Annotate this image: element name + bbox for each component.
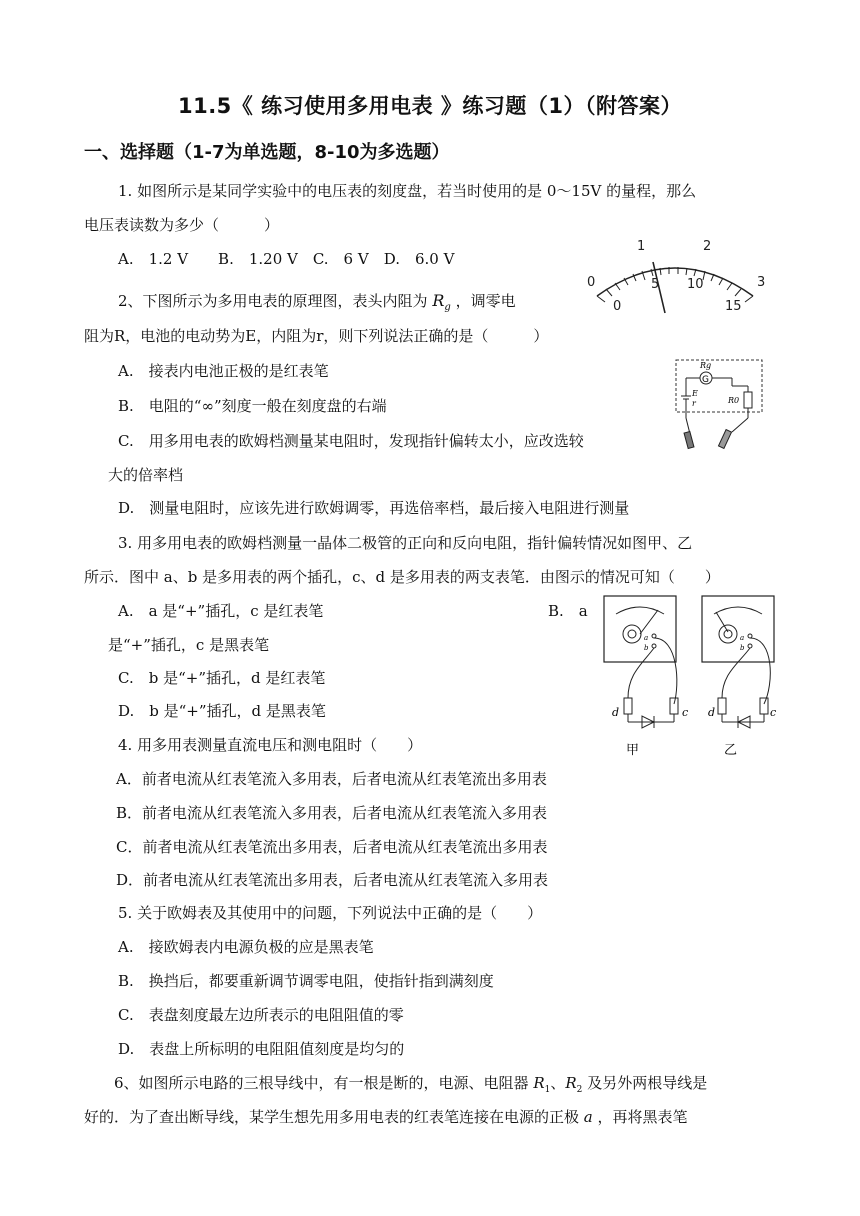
q3-option-a: A. a 是“+”插孔，c 是红表笔 [118,602,324,620]
figure-jia-label: 甲 [626,743,640,758]
scale-bottom-10: 10 [687,277,704,292]
q3-option-c: C. b 是“+”插孔，d 是红表笔 [118,669,326,687]
q4-stem: 4. 用多用表测量直流电压和测电阻时（ ） [118,736,423,754]
q3-stem-line1: 3. 用多用电表的欧姆档测量一晶体二极管的正向和反向电阻，指针偏转情况如图甲、乙 [118,534,693,552]
q6-separator: 、 [550,1074,566,1092]
ohmmeter-circuit-figure [672,356,768,456]
q2-stem-line2: 阻为R，电池的电动势为E，内阻为r，则下列说法正确的是（ ） [84,327,549,345]
scale-bottom-5: 5 [651,277,660,292]
q6-stem-part4: ，再将黑表笔 [597,1108,688,1126]
galvanometer-label: G [702,375,709,385]
diode-measurement-figure [598,594,784,760]
q4-option-a: A．前者电流从红表笔流入多用表，后者电流从红表笔流出多用表 [116,770,547,788]
right-lead-c: c [770,706,777,719]
q2-option-a: A. 接表内电池正极的是红表笔 [118,362,329,380]
r2-subscript: 2 [576,1085,583,1095]
rg-subscript: g [444,302,451,313]
r1-symbol: R [533,1074,545,1092]
q5-option-a: A. 接欧姆表内电源负极的应是黑表笔 [118,938,374,956]
q5-option-b: B. 换挡后，都要重新调节调零电阻，使指针指到满刻度 [118,972,494,990]
q4-option-d: D．前者电流从红表笔流出多用表，后者电流从红表笔流入多用表 [116,871,549,889]
q2-stem-line1 [118,290,516,313]
scale-top-3: 3 [757,275,766,290]
left-lead-c: c [682,706,689,719]
scale-top-0: 0 [587,275,596,290]
q6-stem-line2 [84,1106,688,1127]
r1-subscript: 1 [544,1085,551,1095]
q6-stem-part3: 好的．为了查出断导线，某学生想先用多用电表的红表笔连接在电源的正极 [84,1108,580,1126]
q1-options: A. 1.2 V B. 1.20 V C. 6 V D. 6.0 V [118,250,455,268]
q3-option-b-end: 是“+”插孔，c 是黑表笔 [108,636,270,654]
q1-stem-line1: 1. 如图所示是某同学实验中的电压表的刻度盘，若当时使用的是 0～15V 的量程，那么 [118,182,697,200]
pole-a-symbol: a [583,1108,593,1126]
q5-option-d: D. 表盘上所标明的电阻阻值刻度是均匀的 [118,1040,405,1058]
q3-option-d: D. b 是“+”插孔，d 是黑表笔 [118,702,326,720]
q2-stem-part2: ，调零电 [455,292,516,310]
voltmeter-scale-figure [575,228,775,320]
q3-option-b-start: B. a [548,602,588,620]
scale-bottom-0: 0 [613,299,622,314]
q2-option-b: B. 电阻的“∞”刻度一般在刻度盘的右端 [118,397,387,415]
q4-option-b: B．前者电流从红表笔流入多用表，后者电流从红表笔流入多用表 [116,804,548,822]
scale-top-2: 2 [703,239,712,254]
emf-label: E [692,389,698,398]
q6-stem-line1 [114,1072,707,1095]
rg-symbol: R [432,291,445,310]
figure-yi-label: 乙 [724,743,738,758]
page-title: 11.5《 练习使用多用电表 》练习题（1）（附答案） [177,94,683,118]
left-lead-d: d [612,706,620,719]
q3-stem-line2: 所示．图中 a、b 是多用表的两个插孔，c、d 是多用表的两支表笔．由图示的情况可知（ ） [84,568,720,586]
r-label: r [692,399,696,408]
q2-option-c-line1: C. 用多用电表的欧姆档测量某电阻时，发现指针偏转太小，应改选较 [118,432,584,450]
scale-bottom-15: 15 [725,299,742,314]
right-lead-d: d [708,706,716,719]
q1-stem-line2: 电压表读数为多少（ ） [84,216,280,234]
right-jack-a: a [740,634,745,642]
r2-symbol: R [565,1074,577,1092]
scale-top-1: 1 [637,239,646,254]
section-heading: 一、选择题（1-7为单选题，8-10为多选题） [84,142,450,163]
left-jack-b: b [644,644,649,652]
right-jack-b: b [740,644,745,652]
q4-option-c: C．前者电流从红表笔流出多用表，后者电流从红表笔流出多用表 [116,838,548,856]
q2-option-d: D. 测量电阻时，应该先进行欧姆调零，再选倍率档，最后接入电阻进行测量 [118,499,630,517]
rg-label: Rg [700,361,712,370]
left-jack-a: a [644,634,649,642]
q5-option-c: C. 表盘刻度最左边所表示的电阻阻值的零 [118,1006,404,1024]
q5-stem: 5. 关于欧姆表及其使用中的问题，下列说法中正确的是（ ） [118,904,543,922]
q6-stem-part1: 6、如图所示电路的三根导线中，有一根是断的，电源、电阻器 [114,1074,529,1092]
q2-stem-part1: 2、下图所示为多用电表的原理图，表头内阻为 [118,292,428,310]
q6-stem-part2: 及另外两根导线是 [587,1074,708,1092]
r0-label: R0 [728,396,740,405]
q2-option-c-line2: 大的倍率档 [108,466,184,484]
